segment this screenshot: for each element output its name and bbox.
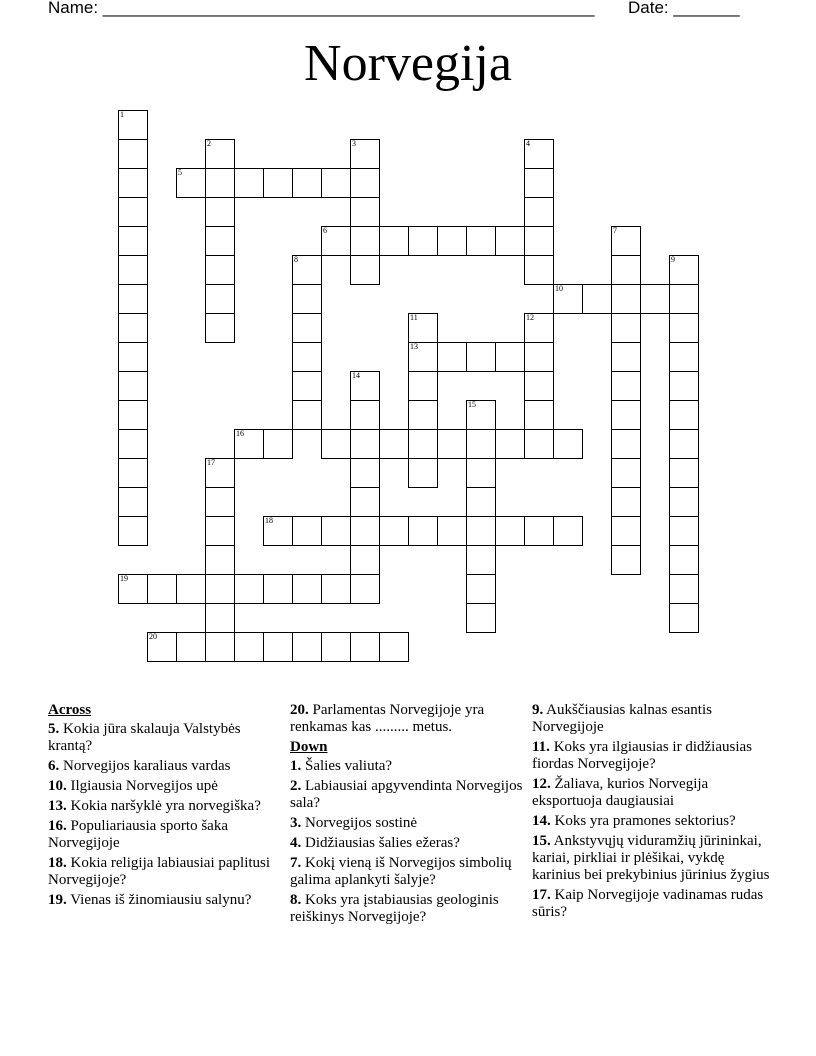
clue-item xyxy=(48,798,278,815)
clue-text: Didžiausias šalies ežeras? xyxy=(301,835,460,851)
crossword-cell[interactable] xyxy=(321,429,351,459)
crossword-cell[interactable] xyxy=(350,429,380,459)
clue-text: Šalies valiuta? xyxy=(301,758,393,774)
crossword-cell[interactable] xyxy=(611,342,641,372)
crossword-cell[interactable] xyxy=(118,574,148,604)
crossword-cell[interactable] xyxy=(176,574,206,604)
crossword-cell[interactable] xyxy=(234,632,264,662)
crossword-cell[interactable] xyxy=(524,371,554,401)
crossword-cell[interactable] xyxy=(408,516,438,546)
crossword-cell[interactable] xyxy=(669,574,699,604)
clue-num: 18. xyxy=(48,855,67,871)
clue-number: 16 xyxy=(236,429,244,438)
crossword-cell[interactable] xyxy=(263,574,293,604)
crossword-cell[interactable] xyxy=(524,400,554,430)
clue-item xyxy=(290,702,530,736)
crossword-cell[interactable] xyxy=(205,139,235,169)
clue-text: Ankstyvųjų viduramžių jūrininkai, kariai, pirkliai ir plėšikai, vykdę karinius bei prekybinius jūrinius žygius xyxy=(532,833,770,883)
crossword-cell[interactable] xyxy=(263,429,293,459)
crossword-cell[interactable] xyxy=(205,458,235,488)
crossword-cell[interactable] xyxy=(553,429,583,459)
crossword-cell[interactable] xyxy=(147,632,177,662)
clue-number: 3 xyxy=(352,139,356,148)
crossword-cell[interactable] xyxy=(669,371,699,401)
clue-number: 15 xyxy=(468,400,476,409)
crossword-cell[interactable] xyxy=(524,197,554,227)
crossword-cell[interactable] xyxy=(379,429,409,459)
crossword-cell[interactable] xyxy=(669,545,699,575)
clue-num: 14. xyxy=(532,813,551,829)
crossword-cell[interactable] xyxy=(466,429,496,459)
crossword-cell[interactable] xyxy=(466,487,496,517)
crossword-cell[interactable] xyxy=(350,371,380,401)
clue-num: 3. xyxy=(290,815,302,831)
crossword-cell[interactable] xyxy=(408,400,438,430)
crossword-cell[interactable] xyxy=(205,632,235,662)
clue-text: Kokį vieną iš Norvegijos simbolių galima aplankyti šalyje? xyxy=(290,855,512,888)
clue-num: 19. xyxy=(48,892,67,908)
clue-num: 10. xyxy=(48,778,67,794)
clue-number: 7 xyxy=(613,226,617,235)
crossword-cell[interactable] xyxy=(350,545,380,575)
crossword-cell[interactable] xyxy=(234,574,264,604)
crossword-cell[interactable] xyxy=(350,632,380,662)
clue-item xyxy=(48,778,278,795)
clue-number: 11 xyxy=(410,313,418,322)
crossword-cell[interactable] xyxy=(118,400,148,430)
clue-item xyxy=(48,892,278,909)
crossword-cell[interactable] xyxy=(118,110,148,140)
crossword-cell[interactable] xyxy=(669,313,699,343)
clue-number: 5 xyxy=(178,168,182,177)
crossword-cell[interactable] xyxy=(524,429,554,459)
crossword-cell[interactable] xyxy=(408,342,438,372)
crossword-cell[interactable] xyxy=(466,342,496,372)
clue-number: 17 xyxy=(207,458,215,467)
crossword-cell[interactable] xyxy=(669,516,699,546)
crossword-cell[interactable] xyxy=(495,516,525,546)
clue-text: Aukščiausias kalnas esantis Norvegijoje xyxy=(532,702,712,735)
clue-text: Vienas iš žinomiausiu salynu? xyxy=(66,892,252,908)
crossword-cell[interactable] xyxy=(611,458,641,488)
crossword-cell[interactable] xyxy=(466,574,496,604)
clue-number: 1 xyxy=(120,110,124,119)
clue-item xyxy=(48,818,278,852)
crossword-cell[interactable] xyxy=(350,197,380,227)
clue-num: 12. xyxy=(532,776,551,792)
crossword-cell[interactable] xyxy=(205,197,235,227)
clue-item xyxy=(290,835,530,852)
crossword-cell[interactable] xyxy=(524,313,554,343)
crossword-cell[interactable] xyxy=(611,545,641,575)
crossword-cell[interactable] xyxy=(292,574,322,604)
crossword-cell[interactable] xyxy=(466,516,496,546)
across-heading: Across xyxy=(48,702,92,718)
crossword-cell[interactable] xyxy=(524,342,554,372)
clue-num: 5. xyxy=(48,721,60,737)
crossword-cell[interactable] xyxy=(118,516,148,546)
clue-number: 4 xyxy=(526,139,530,148)
crossword-cell[interactable] xyxy=(350,487,380,517)
crossword-cell[interactable] xyxy=(205,313,235,343)
crossword-cell[interactable] xyxy=(176,632,206,662)
crossword-cell[interactable] xyxy=(350,516,380,546)
crossword-cell[interactable] xyxy=(292,400,322,430)
crossword-cell[interactable] xyxy=(437,429,467,459)
page-title: Norvegija xyxy=(304,35,512,92)
crossword-cell[interactable] xyxy=(205,284,235,314)
crossword-cell[interactable] xyxy=(118,139,148,169)
crossword-cell[interactable] xyxy=(408,429,438,459)
crossword-cell[interactable] xyxy=(524,139,554,169)
crossword-cell[interactable] xyxy=(553,284,583,314)
clue-text: Norvegijos sostinė xyxy=(301,815,418,831)
crossword-cell[interactable] xyxy=(350,400,380,430)
crossword-cell[interactable] xyxy=(321,226,351,256)
clue-text: Koks yra pramones sektorius? xyxy=(550,813,736,829)
clue-num: 4. xyxy=(290,835,302,851)
crossword-cell[interactable] xyxy=(669,458,699,488)
crossword-cell[interactable] xyxy=(292,632,322,662)
clue-item xyxy=(48,855,278,889)
crossword-cell[interactable] xyxy=(263,516,293,546)
crossword-cell[interactable] xyxy=(350,139,380,169)
clue-text: Kaip Norvegijoje vadinamas rudas sūris? xyxy=(532,887,764,920)
crossword-cell[interactable] xyxy=(611,313,641,343)
crossword-cell[interactable] xyxy=(379,632,409,662)
crossword-cell[interactable] xyxy=(118,487,148,517)
clue-text: Norvegijos karaliaus vardas xyxy=(59,758,231,774)
clue-text: Populiariausia sporto šaka Norvegijoje xyxy=(48,818,228,851)
crossword-cell[interactable] xyxy=(292,516,322,546)
clue-text: Žaliava, kurios Norvegija eksportuoja daugiausiai xyxy=(532,776,709,809)
clue-text: Kokia religija labiausiai paplitusi Norvegijoje? xyxy=(48,855,271,888)
crossword-cell[interactable] xyxy=(466,545,496,575)
crossword-cell[interactable] xyxy=(147,574,177,604)
crossword-cell[interactable] xyxy=(495,226,525,256)
crossword-cell[interactable] xyxy=(611,226,641,256)
crossword-cell[interactable] xyxy=(669,400,699,430)
crossword-cell[interactable] xyxy=(350,458,380,488)
clue-number: 18 xyxy=(265,516,273,525)
crossword-cell[interactable] xyxy=(321,516,351,546)
crossword-cell[interactable] xyxy=(292,284,322,314)
clue-num: 1. xyxy=(290,758,302,774)
crossword-cell[interactable] xyxy=(263,168,293,198)
clue-num: 8. xyxy=(290,892,302,908)
crossword-cell[interactable] xyxy=(495,429,525,459)
crossword-cell[interactable] xyxy=(292,168,322,198)
clue-number: 14 xyxy=(352,371,360,380)
crossword-cell[interactable] xyxy=(466,458,496,488)
clue-num: 9. xyxy=(532,702,544,718)
crossword-cell[interactable] xyxy=(611,371,641,401)
clue-num: 17. xyxy=(532,887,551,903)
clue-item xyxy=(48,758,278,775)
crossword-cell[interactable] xyxy=(118,313,148,343)
clue-item xyxy=(290,778,530,812)
crossword-cell[interactable] xyxy=(263,632,293,662)
crossword-cell[interactable] xyxy=(292,371,322,401)
crossword-cell[interactable] xyxy=(524,516,554,546)
crossword-cell[interactable] xyxy=(118,284,148,314)
crossword-cell[interactable] xyxy=(118,197,148,227)
clue-num: 13. xyxy=(48,798,67,814)
crossword-cell[interactable] xyxy=(205,574,235,604)
clue-text: Kokia naršyklė yra norvegiška? xyxy=(66,798,261,814)
crossword-cell[interactable] xyxy=(205,516,235,546)
clue-num: 7. xyxy=(290,855,302,871)
crossword-cell[interactable] xyxy=(205,255,235,285)
crossword-cell[interactable] xyxy=(611,284,641,314)
clue-number: 20 xyxy=(149,632,157,641)
crossword-cell[interactable] xyxy=(176,168,206,198)
clues-column-2 xyxy=(290,702,530,929)
crossword-cell[interactable] xyxy=(466,226,496,256)
clue-number: 19 xyxy=(120,574,128,583)
crossword-cell[interactable] xyxy=(611,255,641,285)
crossword-cell[interactable] xyxy=(118,429,148,459)
clue-item xyxy=(532,776,772,810)
crossword-cell[interactable] xyxy=(437,342,467,372)
crossword-cell[interactable] xyxy=(669,603,699,633)
crossword-cell[interactable] xyxy=(582,284,612,314)
crossword-cell[interactable] xyxy=(118,342,148,372)
crossword-cell[interactable] xyxy=(118,255,148,285)
clue-item xyxy=(532,813,772,830)
clue-item xyxy=(48,721,278,755)
crossword-cell[interactable] xyxy=(669,429,699,459)
crossword-cell[interactable] xyxy=(350,255,380,285)
crossword-cell[interactable] xyxy=(379,226,409,256)
crossword-cell[interactable] xyxy=(524,255,554,285)
clues-column-1 xyxy=(48,702,278,912)
crossword-cell[interactable] xyxy=(466,400,496,430)
crossword-cell[interactable] xyxy=(379,516,409,546)
clues-column-3 xyxy=(532,702,772,924)
down-heading: Down xyxy=(290,739,328,755)
crossword-cell[interactable] xyxy=(292,342,322,372)
crossword-cell[interactable] xyxy=(234,168,264,198)
crossword-cell[interactable] xyxy=(611,429,641,459)
clue-text: Parlamentas Norvegijoje yra renkamas kas ......... metus. xyxy=(290,702,485,735)
crossword-cell[interactable] xyxy=(350,226,380,256)
crossword-cell[interactable] xyxy=(205,603,235,633)
clue-num: 11. xyxy=(532,739,550,755)
clue-num: 2. xyxy=(290,778,302,794)
crossword-cell[interactable] xyxy=(553,516,583,546)
clue-item xyxy=(532,739,772,773)
crossword-cell[interactable] xyxy=(118,371,148,401)
clue-number: 13 xyxy=(410,342,418,351)
crossword-cell[interactable] xyxy=(669,284,699,314)
crossword-cell[interactable] xyxy=(205,226,235,256)
clue-number: 2 xyxy=(207,139,211,148)
clue-text: Ilgiausia Norvegijos upė xyxy=(66,778,218,794)
crossword-cell[interactable] xyxy=(350,168,380,198)
clue-item xyxy=(290,758,530,775)
crossword-cell[interactable] xyxy=(205,168,235,198)
crossword-cell[interactable] xyxy=(408,313,438,343)
clue-num: 6. xyxy=(48,758,60,774)
crossword-cell[interactable] xyxy=(669,255,699,285)
crossword-cell[interactable] xyxy=(669,342,699,372)
crossword-cell[interactable] xyxy=(408,371,438,401)
crossword-cell[interactable] xyxy=(524,226,554,256)
crossword-cell[interactable] xyxy=(321,168,351,198)
crossword-cell[interactable] xyxy=(118,458,148,488)
crossword-cell[interactable] xyxy=(640,284,670,314)
clue-item xyxy=(532,702,772,736)
clue-number: 6 xyxy=(323,226,327,235)
clue-item xyxy=(290,892,530,926)
crossword-cell[interactable] xyxy=(611,516,641,546)
clue-item xyxy=(290,855,530,889)
clue-num: 20. xyxy=(290,702,309,718)
crossword-cell[interactable] xyxy=(292,313,322,343)
crossword-cell[interactable] xyxy=(118,226,148,256)
clue-text: Koks yra įstabiausias geologinis reiškinys Norvegijoje? xyxy=(290,892,499,925)
clue-num: 16. xyxy=(48,818,67,834)
crossword-cell[interactable] xyxy=(321,632,351,662)
crossword-cell[interactable] xyxy=(118,168,148,198)
crossword-cell[interactable] xyxy=(495,342,525,372)
clue-text: Labiausiai apgyvendinta Norvegijos sala? xyxy=(290,778,523,811)
crossword-cell[interactable] xyxy=(611,400,641,430)
clue-item xyxy=(532,887,772,921)
clue-text: Koks yra ilgiausias ir didžiausias fiordas Norvegijoje? xyxy=(532,739,752,772)
name-field[interactable]: Name: ____________________________________________________ xyxy=(48,0,595,17)
clue-number: 8 xyxy=(294,255,298,264)
crossword-cell[interactable] xyxy=(205,487,235,517)
clue-item xyxy=(290,815,530,832)
crossword-cell[interactable] xyxy=(292,255,322,285)
crossword-cell[interactable] xyxy=(437,226,467,256)
clue-number: 10 xyxy=(555,284,563,293)
crossword-cell[interactable] xyxy=(437,516,467,546)
crossword-cell[interactable] xyxy=(408,458,438,488)
crossword-cell[interactable] xyxy=(408,226,438,256)
clue-number: 12 xyxy=(526,313,534,322)
date-field[interactable]: Date: _______ xyxy=(628,0,740,17)
crossword-cell[interactable] xyxy=(466,603,496,633)
crossword-cell[interactable] xyxy=(350,574,380,604)
clue-num: 15. xyxy=(532,833,551,849)
crossword-cell[interactable] xyxy=(524,168,554,198)
crossword-cell[interactable] xyxy=(234,429,264,459)
clue-item xyxy=(532,833,772,884)
crossword-cell[interactable] xyxy=(611,487,641,517)
clue-text: Kokia jūra skalauja Valstybės krantą? xyxy=(48,721,241,754)
crossword-cell[interactable] xyxy=(669,487,699,517)
crossword-cell[interactable] xyxy=(205,545,235,575)
crossword-cell[interactable] xyxy=(321,574,351,604)
clue-number: 9 xyxy=(671,255,675,264)
